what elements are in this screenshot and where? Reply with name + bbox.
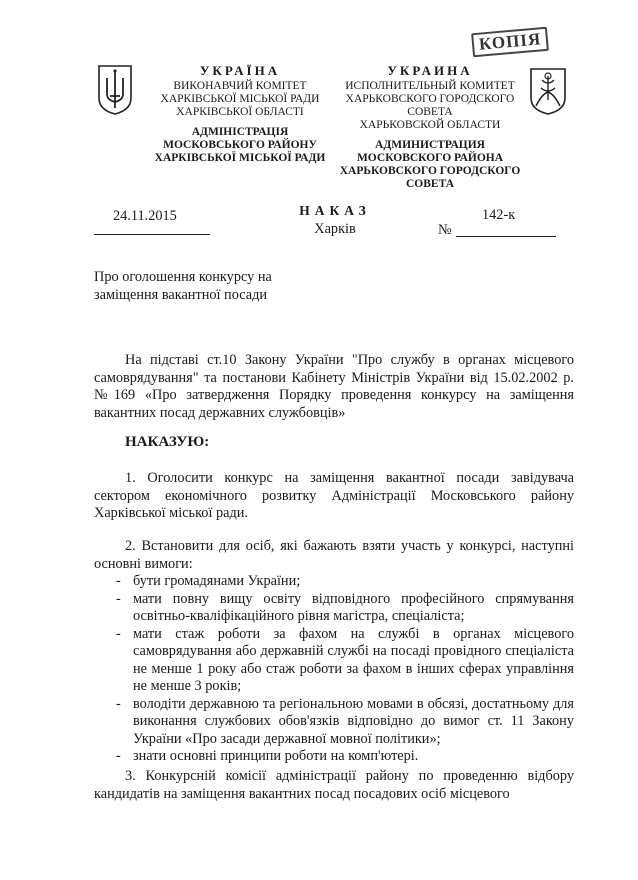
subject-line2: заміщення вакантної посади — [94, 287, 267, 303]
order-number: 142-к — [482, 207, 516, 223]
requirements-list — [112, 573, 574, 766]
preamble-paragraph: На підставі ст.10 Закону України "Про службу в органах місцевого самоврядування" та постанови Кабінету Міністрів України від 15.02.2002 р. №169 «Про затвердження Порядку проведення конкурсу на заміщення вакантних посад державних службовців» — [94, 352, 574, 421]
number-underline — [456, 236, 556, 237]
right-header-line5: МОСКОВСКОГО РАЙОНА — [356, 152, 504, 164]
list-dash: - — [116, 573, 121, 589]
left-header — [145, 64, 335, 165]
left-header-line1: ВИКОНАВЧИЙ КОМІТЕТ — [173, 80, 307, 92]
list-dash: - — [116, 695, 121, 712]
right-header — [330, 64, 530, 191]
right-header-line2: ХАРЬКОВСКОГО ГОРОДСКОГО СОВЕТА — [345, 93, 515, 118]
requirement-text: мати стаж роботи за фахом на службі в органах місцевого самоврядування або державній службі на посаді провідного спеціаліста не менше 1 року або стаж роботи за фахом в інших сферах управління не менше 3 років; — [133, 625, 574, 694]
requirement-text: мати повну вищу освіту відповідного професійного спрямування освітньо-кваліфікаційного рівня магістра, спеціаліста; — [133, 590, 574, 624]
right-header-line3: ХАРЬКОВСКОЙ ОБЛАСТИ — [359, 119, 501, 131]
order-date: 24.11.2015 — [113, 208, 177, 224]
list-item — [112, 573, 574, 591]
item-3-paragraph: 3. Конкурсній комісії адміністрації району по проведенню відбору кандидатів на заміщення вакантних посад посадових осіб місцевого — [94, 768, 574, 802]
list-item — [112, 748, 574, 766]
command-heading: НАКАЗУЮ: — [125, 434, 210, 450]
item-2-paragraph: 2. Встановити для осіб, які бажають взяти участь у конкурсі, наступні основні вимоги: — [94, 538, 574, 572]
left-header-line5: МОСКОВСЬКОГО РАЙОНУ — [163, 139, 317, 151]
left-header-line4: АДМІНІСТРАЦІЯ — [191, 126, 289, 138]
right-header-country: УКРАИНА — [387, 63, 473, 78]
right-header-line1: ИСПОЛНИТЕЛЬНЫЙ КОМИТЕТ — [345, 80, 515, 92]
left-header-country: УКРАЇНА — [199, 63, 281, 78]
left-header-line2: ХАРКІВСЬКОЇ МІСЬКОЇ РАДИ — [160, 93, 320, 105]
list-item — [112, 626, 574, 696]
list-dash: - — [116, 748, 121, 764]
order-subject — [94, 268, 272, 304]
trident-emblem-icon — [95, 64, 135, 116]
right-header-line6: ХАРЬКОВСКОГО ГОРОДСКОГО СОВЕТА — [339, 165, 521, 190]
requirement-text: бути громадянами України; — [133, 573, 301, 589]
copy-stamp: КОПІЯ — [471, 27, 549, 58]
requirement-text: знати основні принципи роботи на комп'ютері. — [133, 748, 419, 764]
date-underline — [94, 234, 210, 235]
list-dash: - — [116, 590, 121, 607]
order-title: НАКАЗ — [299, 203, 371, 218]
order-number-label: № — [438, 222, 452, 238]
subject-line1: Про оголошення конкурсу на — [94, 269, 272, 285]
list-item — [112, 696, 574, 749]
list-dash: - — [116, 625, 121, 642]
kharkiv-coat-of-arms-icon — [528, 66, 568, 116]
left-header-line6: ХАРКІВСЬКОЇ МІСЬКОЇ РАДИ — [154, 152, 326, 164]
left-header-line3: ХАРКІВСЬКОЇ ОБЛАСТІ — [176, 106, 304, 118]
right-header-line4: АДМИНИСТРАЦИЯ — [375, 139, 485, 151]
item-1-paragraph: 1. Оголосити конкурс на заміщення вакантної посади завідувача сектором економічного розвитку Адміністрації Московського району Харківської міської ради. — [94, 470, 574, 521]
order-city: Харків — [314, 221, 356, 237]
list-item — [112, 591, 574, 626]
requirement-text: володіти державною та регіональною мовами в обсязі, достатньому для виконання службових обов'язків відповідно до вимог ст. 11 Закону України «Про засади державної мовної політики»; — [133, 695, 574, 747]
